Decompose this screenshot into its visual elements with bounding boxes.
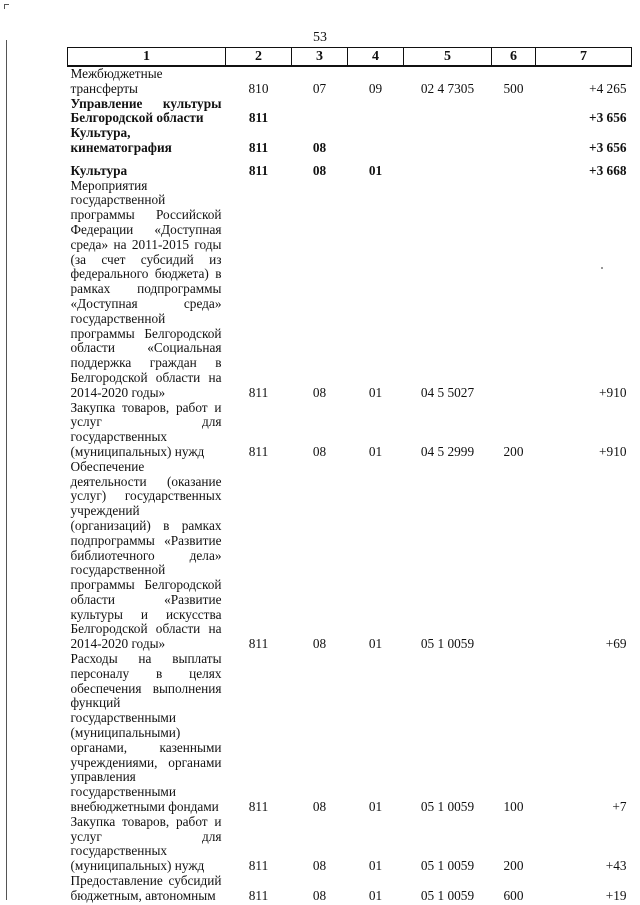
row-ministry-code: 811	[248, 887, 269, 903]
corner-mark	[4, 4, 9, 9]
row-target-code: 05 1 0059	[420, 799, 475, 815]
row-expense-type: 200	[503, 858, 524, 874]
row-expense-type: 200	[503, 443, 524, 459]
row-amount: +910	[599, 384, 627, 400]
row-amount: +3 668	[589, 162, 627, 178]
row-section-code: 08	[312, 887, 327, 903]
row-ministry-code: 811	[248, 162, 269, 178]
table-row	[68, 97, 632, 127]
table-row	[68, 126, 632, 156]
row-subsection-code: 01	[368, 443, 383, 459]
row-description: Культура	[70, 162, 128, 178]
row-subsection-code: 09	[368, 80, 383, 96]
row-ministry-code: 811	[248, 799, 269, 815]
table-row	[68, 874, 632, 904]
row-subsection-code: 01	[368, 887, 383, 903]
row-target-code	[404, 164, 492, 179]
budget-table	[67, 47, 632, 904]
row-spacer	[68, 156, 632, 164]
row-target-code: 04 5 5027	[420, 384, 475, 400]
row-subsection-code: 01	[368, 799, 383, 815]
table-row	[68, 66, 632, 97]
row-target-code: 05 1 0059	[420, 636, 475, 652]
row-section-code: 08	[312, 443, 327, 459]
row-ministry-code: 811	[248, 443, 269, 459]
row-expense-type	[492, 164, 536, 179]
row-amount: +910	[599, 443, 627, 459]
row-target-code: 02 4 7305	[420, 80, 475, 96]
row-subsection-code: 01	[368, 384, 383, 400]
row-target-code	[404, 126, 492, 156]
row-description: Мероприятия государственной программы Российской Федерации «Доступная среда» на 2011-2015 годы (за счет субсидий из федерального бюджета) в рамках подпрограммы «Доступная среда» государственной программы Белгородской области «Социальная поддержка граждан в Белгородской области на 2014-2020 годы»	[70, 177, 222, 400]
row-amount: +43	[605, 858, 627, 874]
row-expense-type	[492, 126, 536, 156]
row-ministry-code: 810	[248, 80, 269, 96]
row-subsection-code: 01	[368, 636, 383, 652]
row-ministry-code: 811	[248, 636, 269, 652]
header-col-1: 1	[68, 48, 226, 67]
row-target-code: 05 1 0059	[420, 887, 475, 903]
row-description: Расходы на выплаты персоналу в целях обеспечения выполнения функций государственными (муниципальными) органами, казенными учреждениями, органами управления государственными внебюджетными фондами	[70, 651, 222, 815]
row-description: Управление культуры Белгородской области	[70, 95, 222, 126]
row-target-code: 04 5 2999	[420, 443, 475, 459]
row-section-code: 08	[312, 162, 327, 178]
row-subsection-code	[348, 97, 404, 127]
table-row	[68, 815, 632, 874]
row-section-code: 08	[312, 858, 327, 874]
row-description: Закупка товаров, работ и услуг для государственных (муниципальных) нужд	[70, 813, 222, 874]
row-ministry-code: 811	[248, 384, 269, 400]
row-target-code	[404, 97, 492, 127]
header-col-6: 6	[492, 48, 536, 67]
row-amount: +4 265	[589, 80, 627, 96]
table-row	[68, 652, 632, 815]
row-section-code	[292, 97, 348, 127]
row-amount: +7	[612, 799, 627, 815]
row-section-code: 08	[312, 139, 327, 155]
row-expense-type: 500	[503, 80, 524, 96]
row-description: Закупка товаров, работ и услуг для государственных (муниципальных) нужд	[70, 399, 222, 459]
row-amount: +19	[605, 887, 627, 903]
page-number: 53	[313, 30, 327, 45]
row-ministry-code: 811	[248, 139, 269, 155]
table-row	[68, 164, 632, 179]
row-section-code: 07	[312, 80, 327, 96]
row-section-code: 08	[312, 384, 327, 400]
table-row	[68, 401, 632, 460]
row-section-code: 08	[312, 636, 327, 652]
row-expense-type	[492, 97, 536, 127]
header-col-5: 5	[404, 48, 492, 67]
row-expense-type: 600	[503, 887, 524, 903]
header-col-2: 2	[226, 48, 292, 67]
row-description: Обеспечение деятельности (оказание услуг) государственных учреждений (организаций) в рамках подпрограммы «Развитие библиотечного дела» государственной программы Белгородской области «Развитие культуры и искусства Белгородской области на 2014-2020 годы»	[70, 458, 222, 652]
row-expense-type	[492, 460, 536, 652]
row-expense-type: 100	[503, 799, 524, 815]
row-target-code: 05 1 0059	[420, 858, 475, 874]
table-row	[68, 179, 632, 401]
row-description: Межбюджетные трансферты	[70, 66, 163, 96]
row-amount: +3 656	[589, 139, 627, 155]
row-expense-type	[492, 179, 536, 401]
table-row	[68, 460, 632, 652]
row-amount: +3 656	[589, 110, 627, 126]
row-subsection-code	[348, 126, 404, 156]
row-section-code: 08	[312, 799, 327, 815]
table-header-row	[68, 48, 632, 67]
row-ministry-code: 811	[248, 858, 269, 874]
row-amount: +69	[605, 636, 627, 652]
row-description: Культура, кинематография	[70, 125, 172, 155]
header-col-4: 4	[348, 48, 404, 67]
header-col-7: 7	[536, 48, 632, 67]
row-subsection-code: 01	[368, 858, 383, 874]
left-margin-rule	[6, 40, 7, 900]
row-ministry-code: 811	[248, 110, 269, 126]
header-col-3: 3	[292, 48, 348, 67]
row-description: Предоставление субсидий бюджетным, автономным	[70, 873, 222, 903]
row-subsection-code: 01	[368, 162, 383, 178]
